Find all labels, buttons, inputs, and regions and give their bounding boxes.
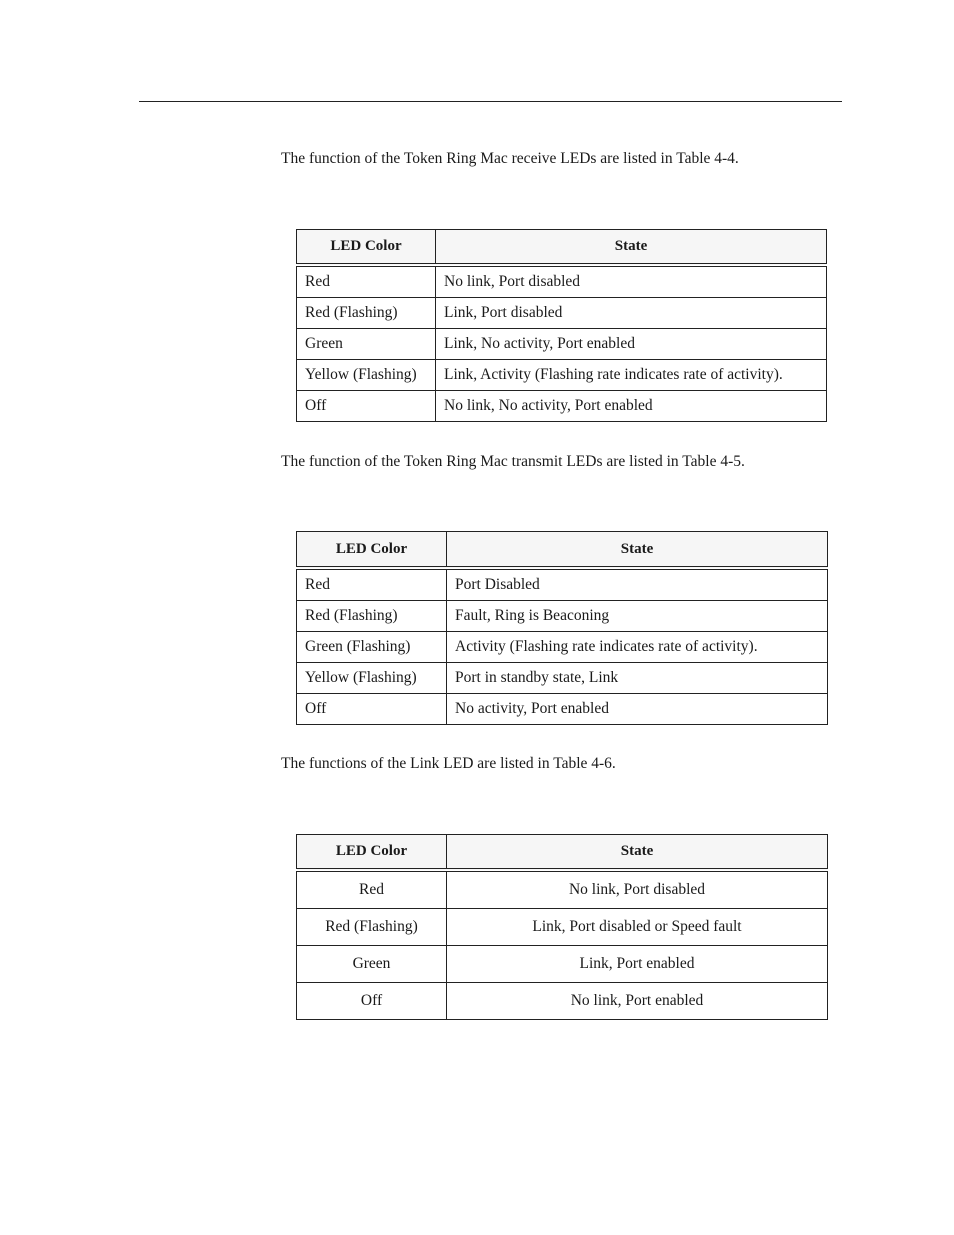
led-color-cell: Off — [297, 391, 436, 422]
state-cell: Port in standby state, Link — [447, 663, 828, 694]
led-color-cell: Yellow (Flashing) — [297, 663, 447, 694]
table-row — [297, 265, 827, 298]
header-rule — [139, 101, 842, 102]
table-row — [297, 568, 828, 601]
transmit-led-table — [296, 531, 828, 725]
led-color-cell: Green — [297, 329, 436, 360]
link-led-table — [296, 834, 828, 1020]
table-header-row — [297, 230, 827, 266]
header-led-color: LED Color — [297, 835, 447, 871]
led-color-cell: Red — [297, 568, 447, 601]
transmit-intro-paragraph: The function of the Token Ring Mac transmit LEDs are listed in Table 4-5. — [281, 453, 745, 470]
link-intro-paragraph: The functions of the Link LED are listed in Table 4-6. — [281, 755, 616, 772]
table-row — [297, 360, 827, 391]
led-color-cell: Red (Flashing) — [297, 601, 447, 632]
state-cell: Link, No activity, Port enabled — [436, 329, 827, 360]
state-cell: Link, Port disabled — [436, 298, 827, 329]
table-row — [297, 694, 828, 725]
state-cell: No link, No activity, Port enabled — [436, 391, 827, 422]
state-cell: Link, Port disabled or Speed fault — [447, 909, 828, 946]
led-color-cell: Red (Flashing) — [297, 909, 447, 946]
led-color-cell: Off — [297, 694, 447, 725]
receive-led-table — [296, 229, 827, 422]
header-led-color: LED Color — [297, 532, 447, 569]
table-header-row — [297, 835, 828, 871]
state-cell: Fault, Ring is Beaconing — [447, 601, 828, 632]
state-cell: No link, Port disabled — [447, 870, 828, 909]
table-row — [297, 298, 827, 329]
table-row — [297, 391, 827, 422]
led-color-cell: Yellow (Flashing) — [297, 360, 436, 391]
table-row — [297, 909, 828, 946]
receive-intro-paragraph: The function of the Token Ring Mac receive LEDs are listed in Table 4-4. — [281, 150, 739, 167]
state-cell: No link, Port disabled — [436, 265, 827, 298]
led-color-cell: Off — [297, 983, 447, 1020]
state-cell: Activity (Flashing rate indicates rate of activity). — [447, 632, 828, 663]
table-row — [297, 946, 828, 983]
table-row — [297, 632, 828, 663]
table-row — [297, 983, 828, 1020]
table-row — [297, 329, 827, 360]
state-cell: Port Disabled — [447, 568, 828, 601]
header-state: State — [447, 835, 828, 871]
header-state: State — [436, 230, 827, 266]
table-row — [297, 601, 828, 632]
led-color-cell: Red — [297, 870, 447, 909]
table-header-row — [297, 532, 828, 569]
led-color-cell: Red (Flashing) — [297, 298, 436, 329]
header-state: State — [447, 532, 828, 569]
header-led-color: LED Color — [297, 230, 436, 266]
table-row — [297, 663, 828, 694]
state-cell: No activity, Port enabled — [447, 694, 828, 725]
led-color-cell: Red — [297, 265, 436, 298]
table-row — [297, 870, 828, 909]
led-color-cell: Green (Flashing) — [297, 632, 447, 663]
state-cell: No link, Port enabled — [447, 983, 828, 1020]
led-color-cell: Green — [297, 946, 447, 983]
state-cell: Link, Port enabled — [447, 946, 828, 983]
state-cell: Link, Activity (Flashing rate indicates rate of activity). — [436, 360, 827, 391]
